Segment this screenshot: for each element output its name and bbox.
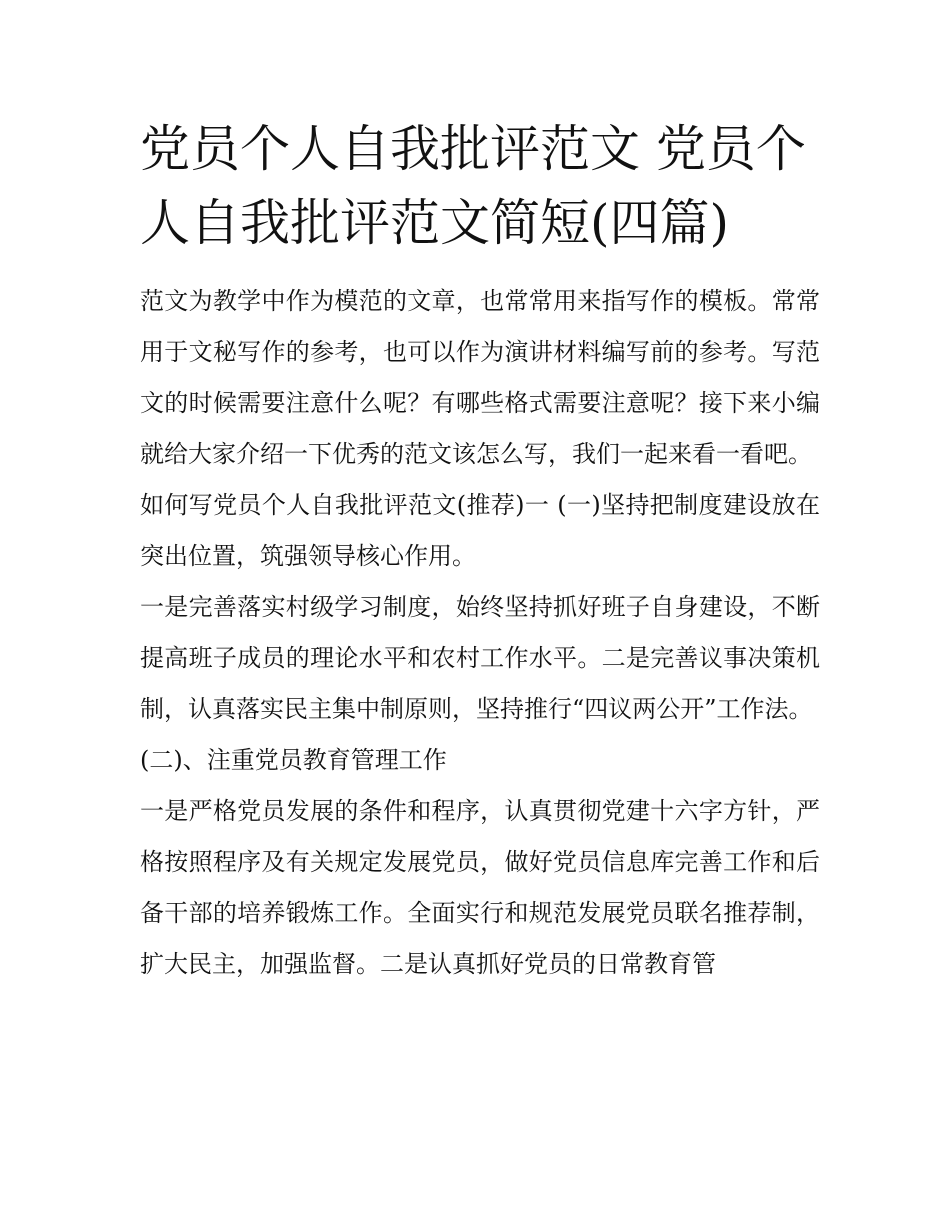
paragraph-section-one: 如何写党员个人自我批评范文(推荐)一 (一)坚持把制度建设放在突出位置，筑强领导核心作用。 [140,491,820,570]
paragraph-intro: 范文为教学中作为模范的文章，也常常用来指写作的模板。常常用于文秘写作的参考，也可以作为演讲材料编写前的参考。写范文的时候需要注意什么呢？有哪些格式需要注意呢？接下来小编就给大家介绍一下优秀的范文该怎么写，我们一起来看一看吧。 [140,287,820,468]
paragraph-section-two-heading: (二)、注重党员教育管理工作 [140,746,447,774]
document-title: 党员个人自我批评范文 党员个人自我批评范文简短(四篇) [140,120,806,252]
paragraph-member-development: 一是严格党员发展的条件和程序，认真贯彻党建十六字方针，严格按照程序及有关规定发展党员，做好党员信息库完善工作和后备干部的培养锻炼工作。全面实行和规范发展党员联名推荐制，扩大民主，加强监督。二是认真抓好党员的日常教育管 [140,797,820,978]
paragraph-study-system: 一是完善落实村级学习制度，始终坚持抓好班子自身建设，不断提高班子成员的理论水平和农村工作水平。二是完善议事决策机制，认真落实民主集中制原则，坚持推行“四议两公开”工作法。 [140,593,820,723]
document-body [140,276,820,990]
